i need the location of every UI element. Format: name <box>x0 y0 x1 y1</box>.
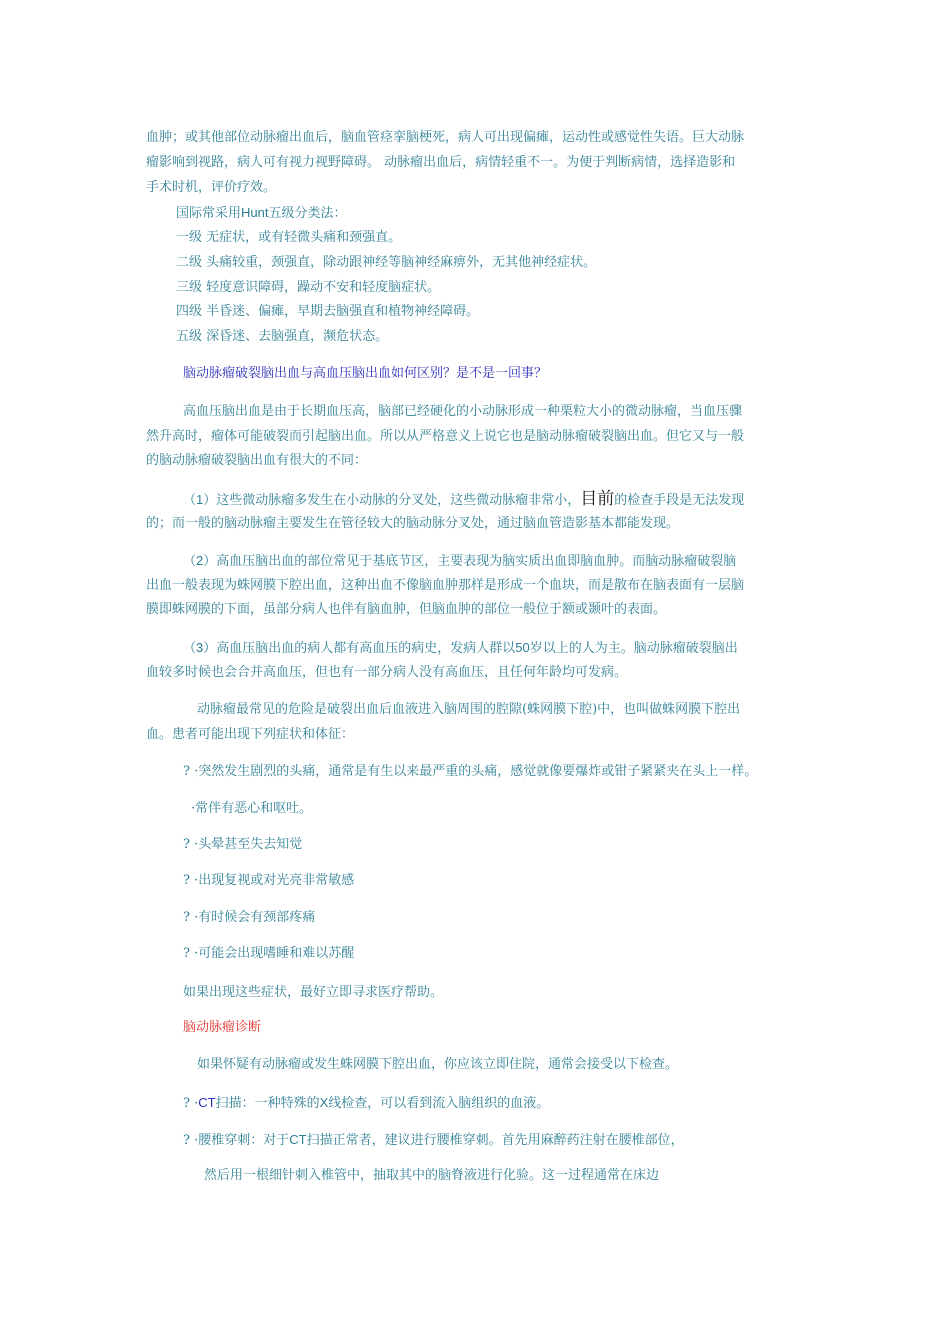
paragraph-line: 血较多时候也会合并高血压，但也有一部分病人没有高血压，且任何年龄均可发病。 <box>146 665 628 680</box>
paragraph-line: 血。患者可能出现下列症状和体征： <box>146 727 355 742</box>
paragraph-line: 血肿；或其他部位动脉瘤出血后，脑血管痉挛脑梗死，病人可出现偏瘫，运动性或感觉性失语。巨大动脉 <box>146 130 745 145</box>
lumbar-item: ? ·腰椎穿刺：对于CT扫描正常者，建议进行腰椎穿刺。首先用麻醉药注射在腰椎部位， <box>183 1132 684 1148</box>
diagnosis-heading: 脑动脉瘤诊断 <box>183 1020 262 1035</box>
paragraph-line: 瘤影响到视路，病人可有视力视野障碍。 动脉瘤出血后，病情轻重不一。为便于判断病情，选择造影和 <box>146 155 736 170</box>
hunt-grade-5: 五级 深昏迷、去脑强直，濒危状态。 <box>176 329 389 344</box>
hunt-grade-2: 二级 头痛较重，颈强直，除动跟神经等脑神经麻痹外，无其他神经症状。 <box>176 255 597 270</box>
ct-item: ? ·CT扫描：一种特殊的X线检查，可以看到流入脑组织的血液。 <box>183 1095 550 1111</box>
question-heading: 脑动脉瘤破裂脑出血与高血压脑出血如何区别？是不是一回事？ <box>183 366 548 381</box>
symptom-item: ? ·可能会出现嗜睡和难以苏醒 <box>183 946 355 961</box>
hunt-grade-1: 一级 无症状，或有轻微头痛和颈强直。 <box>176 230 402 245</box>
paragraph-line: 动脉瘤最常见的危险是破裂出血后血液进入脑周围的腔隙(蛛网膜下腔)中，也叫做蛛网膜下腔出 <box>197 702 741 717</box>
lumbar-item-continued: 然后用一根细针刺入椎管中，抽取其中的脑脊液进行化验。这一过程通常在床边 <box>204 1168 660 1183</box>
paragraph-line: 手术时机，评价疗效。 <box>146 180 277 195</box>
paragraph-line: 膜即蛛网膜的下面，虽部分病人也伴有脑血肿，但脑血肿的部位一般位于额或颞叶的表面。 <box>146 602 667 617</box>
hunt-intro: 国际常采用Hunt五级分类法： <box>176 205 347 221</box>
symptom-item: ·常伴有恶心和呕吐。 <box>191 801 313 816</box>
paragraph-line: 的脑动脉瘤破裂脑出血有很大的不同： <box>146 453 368 468</box>
symptom-item: ? ·有时候会有颈部疼痛 <box>183 910 316 925</box>
symptom-item: ? ·出现复视或对光亮非常敏感 <box>183 873 355 888</box>
point-3-line: （3）高血压脑出血的病人都有高血压的病史，发病人群以50岁以上的人为主。脑动脉瘤破裂脑出 <box>183 640 738 656</box>
advice-text: 如果出现这些症状，最好立即寻求医疗帮助。 <box>183 985 444 1000</box>
hunt-grade-3: 三级 轻度意识障碍，躁动不安和轻度脑症状。 <box>176 280 441 295</box>
point-2-line: （2）高血压脑出血的部位常见于基底节区，主要表现为脑实质出血即脑血肿。而脑动脉瘤破裂脑 <box>183 553 737 569</box>
paragraph-line: 然升高时，瘤体可能破裂而引起脑出血。所以从严格意义上说它也是脑动脉瘤破裂脑出血。但它又与一般 <box>146 429 745 444</box>
symptom-item: ? ·突然发生剧烈的头痛，通常是有生以来最严重的头痛，感觉就像要爆炸或钳子紧紧夹在头上一样。 <box>183 764 758 779</box>
diagnosis-intro: 如果怀疑有动脉瘤或发生蛛网膜下腔出血，你应该立即住院，通常会接受以下检查。 <box>197 1057 679 1072</box>
paragraph-line: 高血压脑出血是由于长期血压高，脑部已经硬化的小动脉形成一种栗粒大小的微动脉瘤，当血压骤 <box>183 404 743 419</box>
paragraph-line: 出血一般表现为蛛网膜下腔出血，这种出血不像脑血肿那样是形成一个血块，而是散布在脑表面有一层脑 <box>146 578 745 593</box>
paragraph-line: 的；而一般的脑动脉瘤主要发生在管径较大的脑动脉分叉处，通过脑血管造影基本都能发现。 <box>146 516 680 531</box>
symptom-item: ? ·头晕甚至失去知觉 <box>183 837 303 852</box>
point-1-line: （1）这些微动脉瘤多发生在小动脉的分叉处，这些微动脉瘤非常小，目前的检查手段是无法发现 <box>183 489 745 508</box>
hunt-grade-4: 四级 半昏迷、偏瘫，早期去脑强直和植物神经障碍。 <box>176 304 480 319</box>
